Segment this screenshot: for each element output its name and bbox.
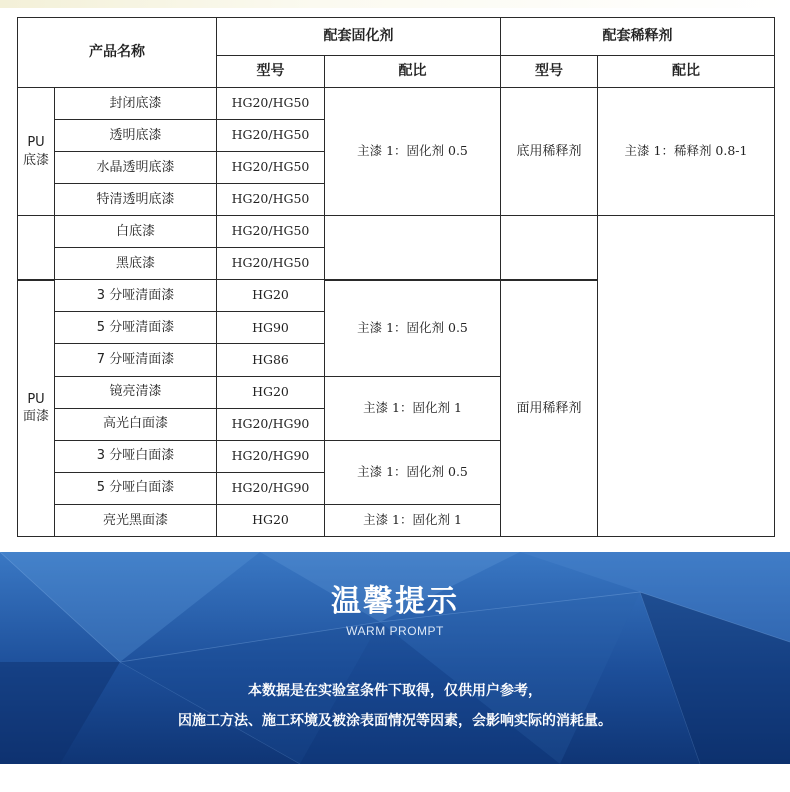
hardener-ratio-gloss: 主漆 1：固化剂 1: [325, 376, 501, 440]
hardener-model: HG20: [217, 280, 325, 312]
product-name: 3 分哑清面漆: [55, 280, 217, 312]
hardener-model: HG20: [217, 504, 325, 536]
hardener-model: HG20/HG50: [217, 120, 325, 152]
category-empty: [18, 216, 55, 280]
product-name: 白底漆: [55, 216, 217, 248]
product-name: 透明底漆: [55, 120, 217, 152]
hardener-model: HG90: [217, 312, 325, 344]
warm-prompt-banner: [0, 552, 790, 764]
product-name: 特清透明底漆: [55, 184, 217, 216]
thinner-model-topcoat: 面用稀释剂: [501, 280, 598, 537]
product-name: 高光白面漆: [55, 408, 217, 440]
thinner-ratio-empty: [598, 216, 775, 537]
product-name: 镜亮清漆: [55, 376, 217, 408]
thinner-ratio-primer: 主漆 1：稀释剂 0.8-1: [598, 88, 775, 216]
hardener-model: HG20/HG50: [217, 248, 325, 280]
spec-table: [17, 17, 775, 537]
hardener-model: HG86: [217, 344, 325, 376]
product-name: 封闭底漆: [55, 88, 217, 120]
category-pu-primer: PU 底漆: [18, 88, 55, 216]
hardener-model: HG20/HG90: [217, 472, 325, 504]
header-hardener-ratio: 配比: [325, 56, 501, 88]
hardener-ratio-empty: [325, 216, 501, 280]
product-name: 5 分哑清面漆: [55, 312, 217, 344]
hardener-ratio-primer: 主漆 1：固化剂 0.5: [325, 88, 501, 216]
hardener-model: HG20: [217, 376, 325, 408]
category-pu-topcoat: PU 面漆: [18, 280, 55, 537]
hardener-model: HG20/HG50: [217, 184, 325, 216]
product-name: 7 分哑清面漆: [55, 344, 217, 376]
product-name: 亮光黑面漆: [55, 504, 217, 536]
product-name: 5 分哑白面漆: [55, 472, 217, 504]
hardener-ratio-gloss-black: 主漆 1：固化剂 1: [325, 504, 501, 536]
header-thinner: 配套稀释剂: [501, 18, 775, 56]
banner-subtitle: WARM PROMPT: [346, 624, 444, 638]
top-decor-strip: [0, 0, 790, 8]
header-product-name: 产品名称: [18, 18, 217, 88]
banner-title: 温馨提示: [331, 584, 459, 619]
hardener-model: HG20/HG90: [217, 440, 325, 472]
product-name: 3 分哑白面漆: [55, 440, 217, 472]
hardener-ratio-matte-clear: 主漆 1：固化剂 0.5: [325, 280, 501, 376]
hardener-ratio-matte-white: 主漆 1：固化剂 0.5: [325, 440, 501, 504]
thinner-model-primer: 底用稀释剂: [501, 88, 598, 216]
hardener-model: HG20/HG50: [217, 152, 325, 184]
header-thinner-model: 型号: [501, 56, 598, 88]
banner-note-line-1: 本数据是在实验室条件下取得，仅供用户参考，: [248, 683, 542, 699]
hardener-model: HG20/HG50: [217, 216, 325, 248]
product-name: 黑底漆: [55, 248, 217, 280]
product-name: 水晶透明底漆: [55, 152, 217, 184]
bottom-whitespace: [0, 764, 790, 792]
header-hardener-model: 型号: [217, 56, 325, 88]
header-thinner-ratio: 配比: [598, 56, 775, 88]
hardener-model: HG20/HG90: [217, 408, 325, 440]
hardener-model: HG20/HG50: [217, 88, 325, 120]
header-hardener: 配套固化剂: [217, 18, 501, 56]
banner-note-line-2: 因施工方法、施工环境及被涂表面情况等因素，会影响实际的消耗量。: [178, 713, 612, 729]
thinner-model-empty: [501, 216, 598, 280]
